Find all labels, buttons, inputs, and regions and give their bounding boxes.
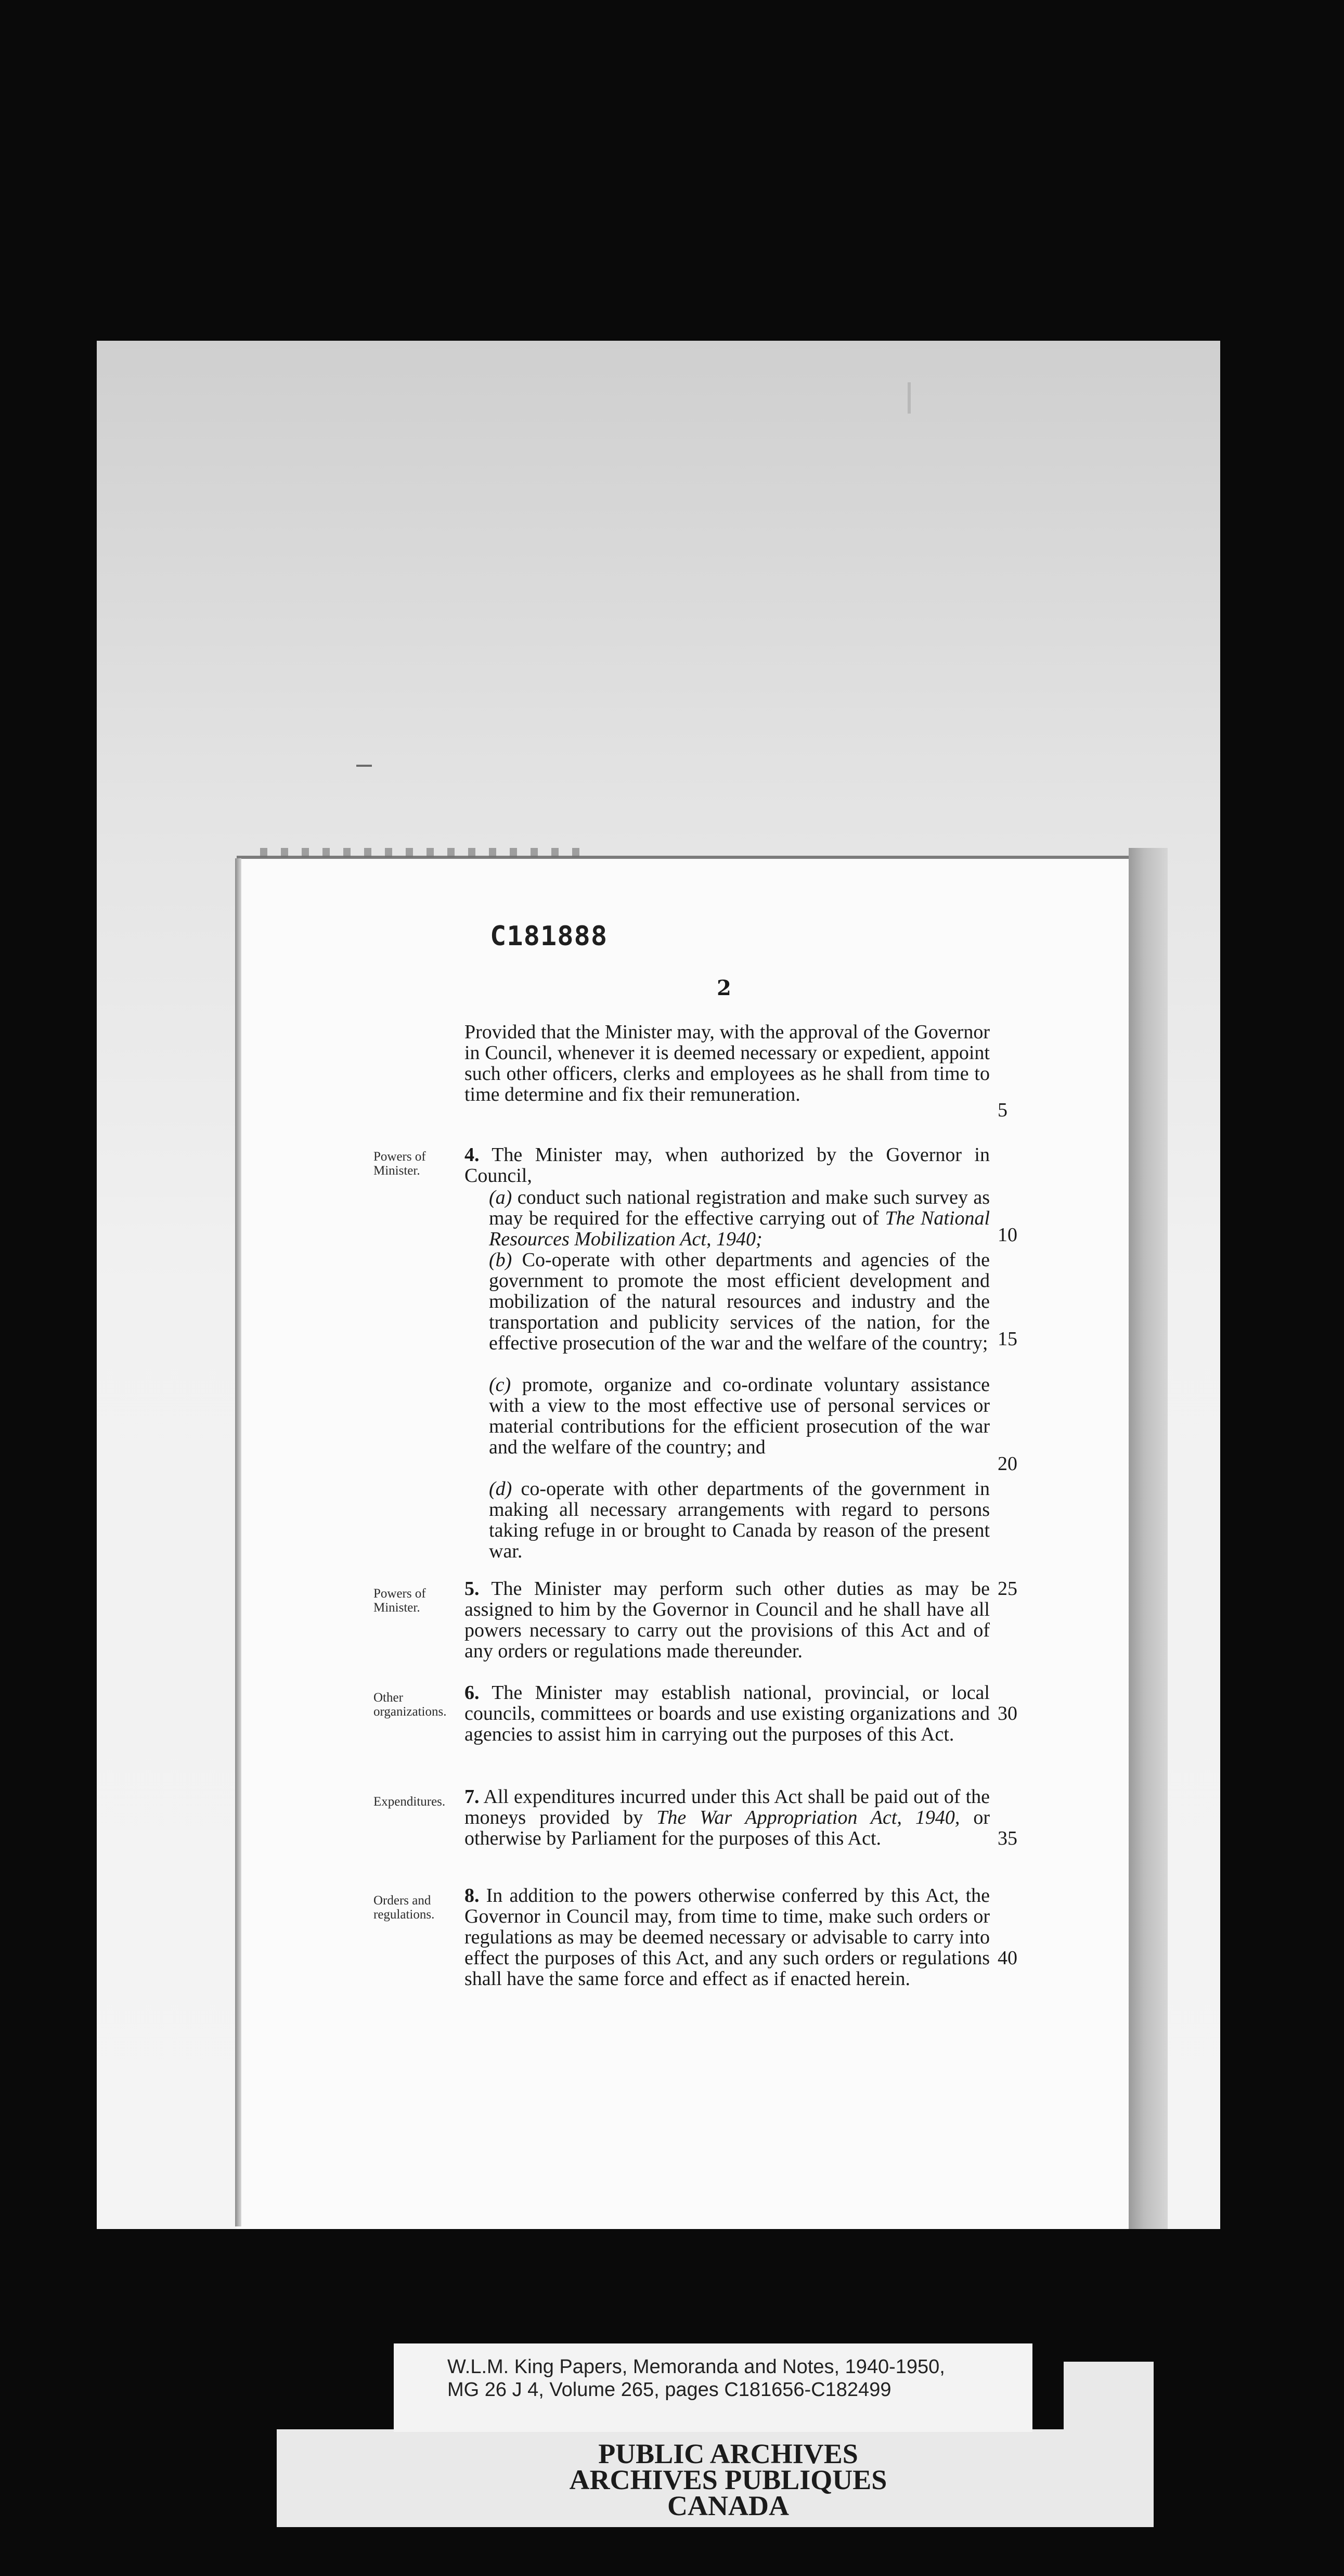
- item-label: (b): [489, 1249, 512, 1271]
- line-number: 40: [998, 1947, 1017, 1969]
- line-number: 30: [998, 1703, 1017, 1724]
- act-title: The War Appropriation Act, 1940,: [656, 1807, 960, 1828]
- proviso-paragraph: Provided that the Minister may, with the approval of the Governor in Council, whenever it is deemed necessary or expedient, appoint such other officers, clerks and employees as he shall from time to time determine and fix their remuneration.: [464, 1021, 990, 1105]
- label-cutout: [277, 2362, 394, 2429]
- section-number: 8.: [464, 1885, 480, 1907]
- document-id: C181888: [490, 921, 608, 952]
- archive-stamp-fr: ARCHIVES PUBLIQUES: [569, 2464, 887, 2495]
- section-7: [464, 1786, 990, 1849]
- section-5: [464, 1578, 990, 1661]
- list-item-c: [489, 1374, 990, 1458]
- volume-citation: MG 26 J 4, Volume 265, pages C181656-C182499: [447, 2379, 891, 2401]
- section-6: [464, 1682, 990, 1745]
- paper-mark: [356, 765, 372, 767]
- section-number: 6.: [464, 1682, 480, 1704]
- line-number: 5: [998, 1099, 1007, 1121]
- page-shadow: [1129, 848, 1168, 2229]
- item-label: (d): [489, 1478, 512, 1500]
- line-number: 25: [998, 1578, 1017, 1600]
- section-number: 4.: [464, 1144, 480, 1166]
- margin-note: Powers of Minister.: [373, 1587, 426, 1615]
- item-text: Co-operate with other departments and agencies of the government to promote the most efficient development and mobilization of the natural resources and industry and the transportation and publicity services of the nation, for the effective prosecution of the war and the welfare of the country;: [489, 1249, 990, 1354]
- archive-stamp-country: CANADA: [667, 2490, 789, 2521]
- line-number: 10: [998, 1224, 1017, 1246]
- section-text: The Minister may establish national, provincial, or local councils, committees or boards and use existing organizations and agencies to assist him in carrying out the purposes of this Act.: [464, 1682, 990, 1745]
- item-text: promote, organize and co-ordinate voluntary assistance with a view to the most effective use of personal services or material contributions for the efficient prosecution of the war and the welfare of the country; and: [489, 1374, 990, 1458]
- item-text: co-operate with other departments of the government in making all necessary arrangements with regard to persons taking refuge in or brought to Canada by reason of the present war.: [489, 1478, 990, 1562]
- section-number: 5.: [464, 1578, 480, 1600]
- collection-citation: W.L.M. King Papers, Memoranda and Notes, 1940-1950,: [447, 2356, 945, 2378]
- line-number: 20: [998, 1453, 1017, 1475]
- item-label: (a): [489, 1187, 512, 1208]
- line-number: 35: [998, 1827, 1017, 1849]
- page-number: 2: [717, 976, 731, 1000]
- item-text: conduct such national registration and make such survey as may be required for the effective carrying out of: [489, 1187, 990, 1229]
- section-number: 7.: [464, 1786, 480, 1808]
- list-item-b: [489, 1250, 990, 1354]
- item-label: (c): [489, 1374, 511, 1396]
- margin-note: Powers of Minister.: [373, 1150, 426, 1178]
- line-number: 15: [998, 1328, 1017, 1350]
- section-text: or otherwise by Parliament for the purposes of this Act.: [464, 1807, 990, 1849]
- label-cutout: [1032, 2362, 1064, 2429]
- section-4: [464, 1144, 990, 1186]
- margin-note: Expenditures.: [373, 1795, 446, 1809]
- page-edge: [235, 858, 241, 2226]
- item-italic: The National Resources Mobilization Act, 1940;: [489, 1207, 990, 1250]
- margin-note: Orders and regulations.: [373, 1894, 435, 1922]
- paper-mark: [908, 382, 911, 414]
- archive-stamp-en: PUBLIC ARCHIVES: [598, 2438, 858, 2469]
- page-scuff: [260, 848, 583, 857]
- section-text: The Minister may, when authorized by the Governor in Council,: [464, 1144, 990, 1187]
- section-text: The Minister may perform such other duties as may be assigned to him by the Governor in Council and he shall have all powers necessary to carry out the provisions of this Act and of any orders or regulations made thereunder.: [464, 1578, 990, 1662]
- margin-note: Other organizations.: [373, 1691, 447, 1719]
- section-text: All expenditures incurred under this Act shall be paid out of the moneys provided by: [464, 1786, 990, 1828]
- list-item-a: [489, 1187, 990, 1250]
- section-8: [464, 1885, 990, 1989]
- section-text: In addition to the powers otherwise conferred by this Act, the Governor in Council may, from time to time, make such orders or regulations as may be deemed necessary or advisable to carry into effect the purposes of this Act, and any such orders or regulations shall have the same force and effect as if enacted herein.: [464, 1885, 990, 1990]
- list-item-d: [489, 1478, 990, 1562]
